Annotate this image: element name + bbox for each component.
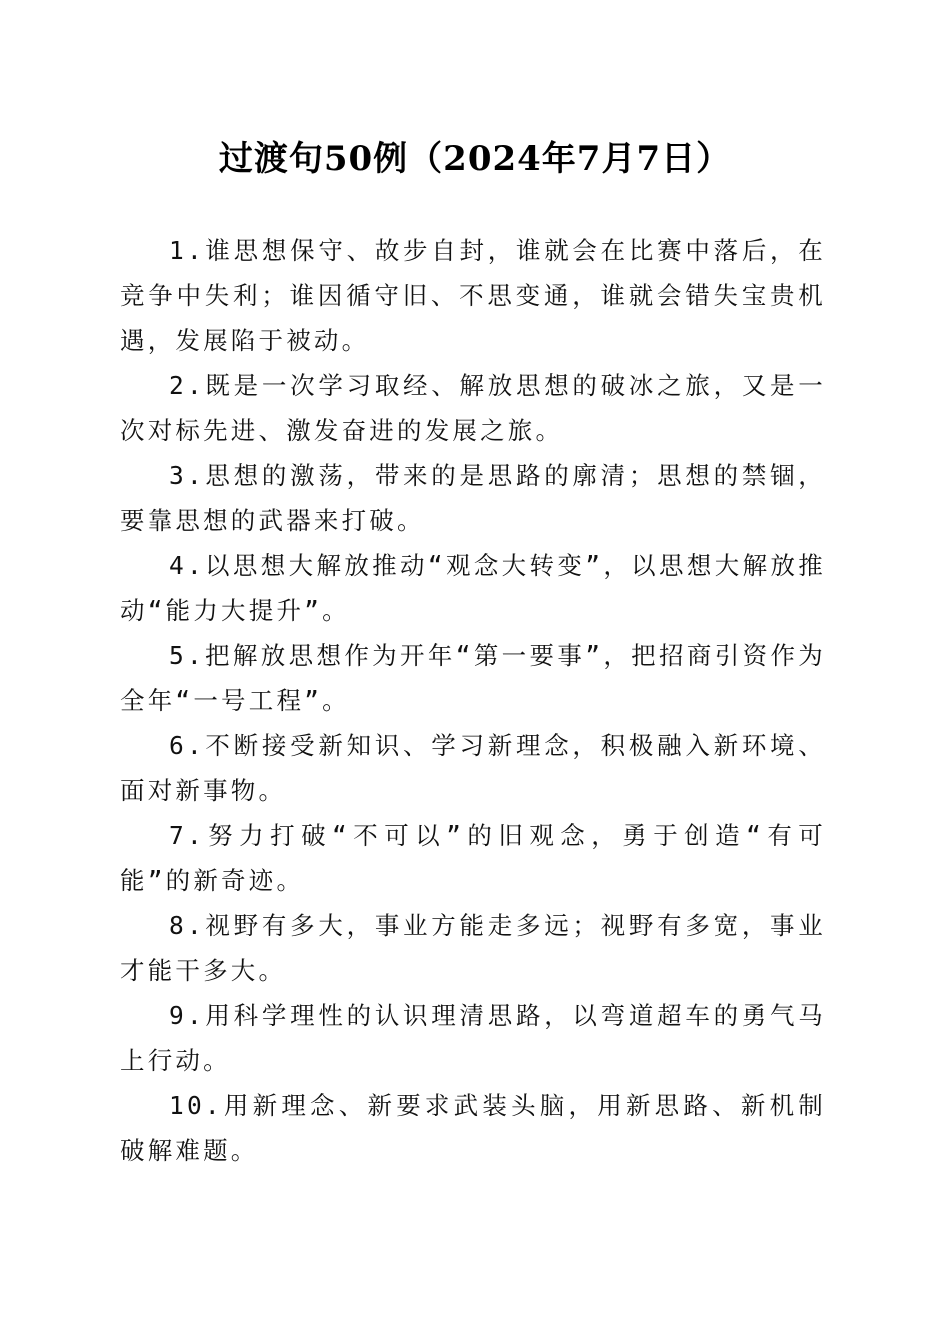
document-title: 过渡句50例（2024年7月7日） <box>218 139 732 179</box>
paragraph-5: 5.把解放思想作为开年“第一要事”，把招商引资作为全年“一号工程”。 <box>120 641 826 715</box>
paragraph-6: 6.不断接受新知识、学习新理念，积极融入新环境、面对新事物。 <box>120 731 826 805</box>
paragraph-3: 3.思想的激荡，带来的是思路的廓清；思想的禁锢，要靠思想的武器来打破。 <box>120 461 826 535</box>
paragraph-8: 8.视野有多大，事业方能走多远；视野有多宽，事业才能干多大。 <box>120 911 826 985</box>
paragraph-2: 2.既是一次学习取经、解放思想的破冰之旅，又是一次对标先进、激发奋进的发展之旅。 <box>120 371 826 445</box>
paragraph-9: 9.用科学理性的认识理清思路，以弯道超车的勇气马上行动。 <box>120 1001 826 1075</box>
paragraph-1: 1.谁思想保守、故步自封，谁就会在比赛中落后，在竞争中失利；谁因循守旧、不思变通，谁就会错失宝贵机遇，发展陷于被动。 <box>120 236 826 355</box>
paragraph-4: 4.以思想大解放推动“观念大转变”，以思想大解放推动“能力大提升”。 <box>120 551 826 625</box>
paragraph-10: 10.用新理念、新要求武装头脑，用新思路、新机制破解难题。 <box>120 1091 826 1165</box>
document-body <box>120 228 826 1173</box>
paragraph-7: 7.努力打破“不可以”的旧观念，勇于创造“有可能”的新奇迹。 <box>120 821 826 895</box>
